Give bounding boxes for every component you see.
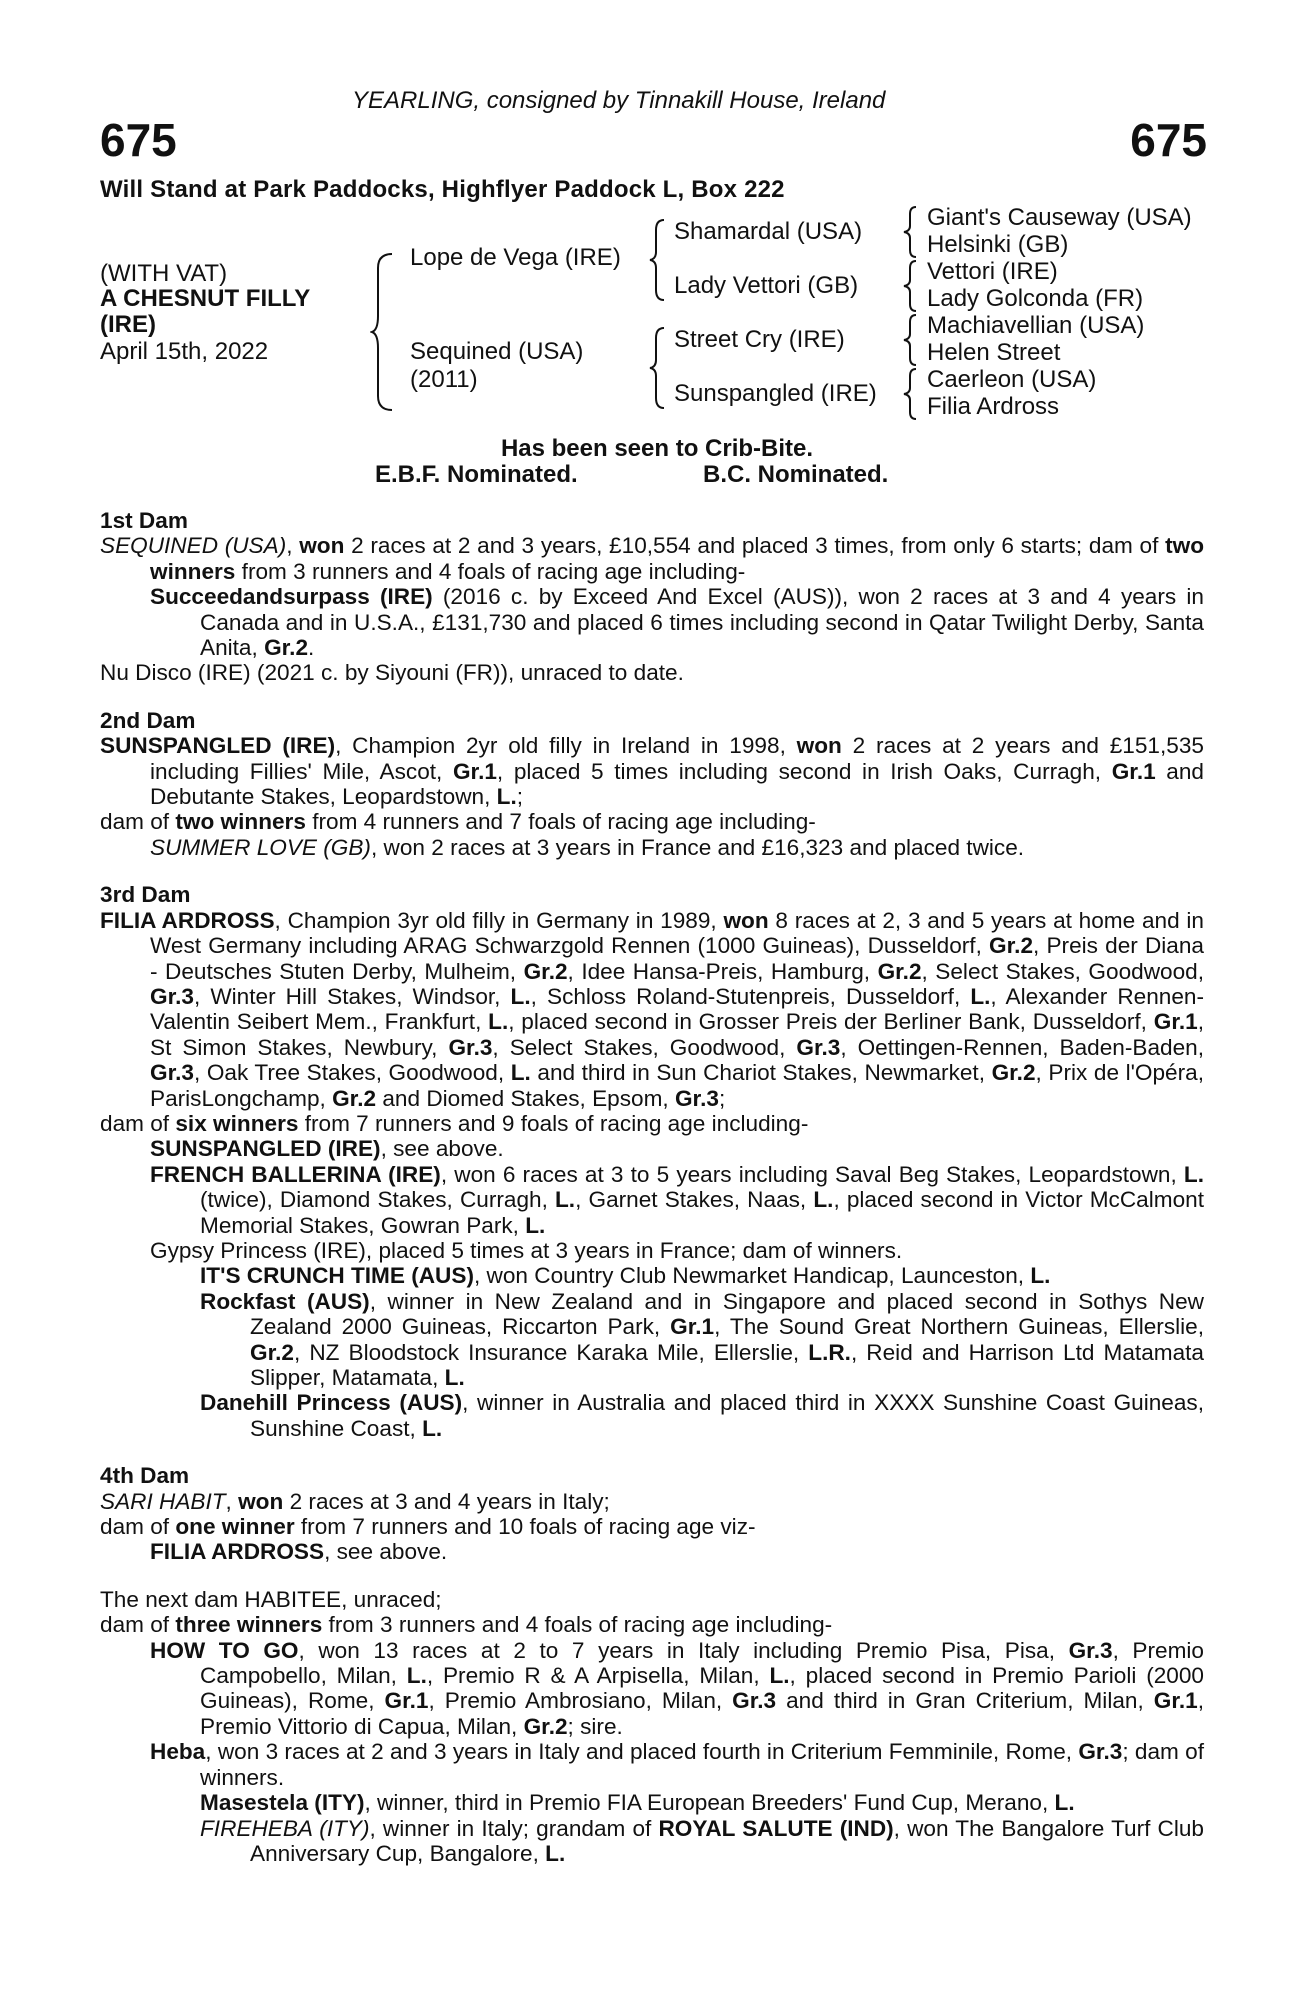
record-paragraph: dam of six winners from 7 runners and 9 foals of racing age including-: [100, 1110, 809, 1136]
vat-label: (WITH VAT): [100, 260, 228, 287]
dam-sire: Street Cry (IRE): [674, 326, 845, 353]
gen3-7: Caerleon (USA): [927, 366, 1097, 393]
record-paragraph: FIREHEBA (ITY), winner in Italy; grandam of ROYAL SALUTE (IND), won The Bangalore Turf Club Anniversary Cup, Bangalore, L.: [200, 1815, 1204, 1866]
gen3-5: Machiavellian (USA): [927, 312, 1145, 339]
record-paragraph: IT'S CRUNCH TIME (AUS), won Country Club Newmarket Handicap, Launceston, L.: [200, 1263, 1051, 1289]
crib-bite-note: Has been seen to Crib-Bite.: [500, 435, 814, 462]
record-paragraph: Heba, won 3 races at 2 and 3 years in Italy and placed fourth in Criterium Femminile, Rome, Gr.3; dam of winners.: [150, 1739, 1204, 1790]
record-paragraph: Nu Disco (IRE) (2021 c. by Siyouni (FR)), unraced to date.: [100, 660, 684, 686]
consignment-line: YEARLING, consigned by Tinnakill House, Ireland: [352, 87, 886, 114]
sire-name: Lope de Vega (IRE): [410, 244, 621, 271]
record-paragraph: Masestela (ITY), winner, third in Premio FIA European Breeders' Fund Cup, Merano, L.: [200, 1790, 1075, 1816]
gen3-4: Lady Golconda (FR): [927, 285, 1144, 312]
gen3-1: Giant's Causeway (USA): [927, 204, 1192, 231]
lot-number-right: 675: [1130, 114, 1207, 166]
dam-year: (2011): [410, 366, 478, 393]
gen3-3: Vettori (IRE): [927, 258, 1058, 285]
section-heading: 2nd Dam: [100, 707, 196, 733]
gen3-brace-4: [902, 367, 920, 421]
record-paragraph: Gypsy Princess (IRE), placed 5 times at 3 years in France; dam of winners.: [150, 1237, 903, 1263]
horse-country: (IRE): [100, 311, 156, 338]
record-paragraph: dam of two winners from 4 runners and 7 foals of racing age including-: [100, 809, 816, 835]
section-heading: 1st Dam: [100, 508, 188, 533]
section-heading: 3rd Dam: [100, 882, 191, 908]
record-paragraph: The next dam HABITEE, unraced;: [100, 1586, 442, 1612]
produce-record: [100, 508, 1204, 1866]
record-paragraph: dam of three winners from 3 runners and 4 foals of racing age including-: [100, 1612, 833, 1638]
record-paragraph: Rockfast (AUS), winner in New Zealand and in Singapore and placed second in Sothys New Zealand 2000 Guineas, Riccarton Park, Gr.1, The Sound Great Northern Guineas, Ellerslie, Gr.2, NZ Bloodstock Insurance Karaka Mile, Ellerslie, L.R., Reid and Harrison Ltd Matamata Slipper, Matamata, L.: [200, 1288, 1205, 1390]
bc-note: B.C. Nominated.: [703, 461, 889, 488]
record-paragraph: FILIA ARDROSS, see above.: [150, 1539, 448, 1565]
dam-brace: [648, 326, 668, 410]
sire-dam: Lady Vettori (GB): [674, 272, 859, 299]
sire-brace: [648, 218, 668, 302]
sire-sire: Shamardal (USA): [674, 218, 863, 245]
gen3-6: Helen Street: [927, 339, 1061, 366]
record-paragraph: [100, 1565, 1204, 1587]
record-paragraph: SUNSPANGLED (IRE), Champion 2yr old filly in Ireland in 1998, won 2 races at 2 years and £151,535 including Fillies' Mile, Ascot, Gr.1, placed 5 times including second in Irish Oaks, Curragh, Gr.1 and Debutante Stakes, Leopardstown, L.;: [100, 733, 1205, 810]
dam-dam: Sunspangled (IRE): [674, 380, 877, 407]
foaling-date: April 15th, 2022: [100, 338, 269, 365]
stand-location: Will Stand at Park Paddocks, Highflyer Paddock L, Box 222: [100, 176, 785, 203]
record-paragraph: Succeedandsurpass (IRE) (2016 c. by Exceed And Excel (AUS)), won 2 races at 3 and 4 years in Canada and in U.S.A., £131,730 and placed 6 times including second in Qatar Twilight Derby, Santa Anita, Gr.2.: [150, 584, 1204, 661]
record-paragraph: HOW TO GO, won 13 races at 2 to 7 years in Italy including Premio Pisa, Pisa, Gr.3, Premio Campobello, Milan, L., Premio R & A Arpisella, Milan, L., placed second in Premio Parioli (2000 Guineas), Rome, Gr.1, Premio Ambrosiano, Milan, Gr.3 and third in Gran Criterium, Milan, Gr.1, Premio Vittorio di Capua, Milan, Gr.2; sire.: [150, 1637, 1205, 1739]
gen3-brace-2: [902, 259, 920, 313]
gen3-brace-3: [902, 313, 920, 367]
record-paragraph: SUMMER LOVE (GB), won 2 races at 3 years in France and £16,323 and placed twice.: [150, 834, 1025, 860]
record-paragraph: FILIA ARDROSS, Champion 3yr old filly in Germany in 1989, won 8 races at 2, 3 and 5 years at home and in West Germany including ARAG Schwarzgold Rennen (1000 Guineas), Dusseldorf, Gr.2, Preis der Diana - Deutsches Stuten Derby, Mulheim, Gr.2, Idee Hansa-Preis, Hamburg, Gr.2, Select Stakes, Goodwood, Gr.3, Winter Hill Stakes, Windsor, L., Schloss Roland-Stutenpreis, Dusseldorf, L., Alexander Rennen-Valentin Seibert Mem., Frankfurt, L., placed second in Grosser Preis der Berliner Bank, Dusseldorf, Gr.1, St Simon Stakes, Newbury, Gr.3, Select Stakes, Goodwood, Gr.3, Oettingen-Rennen, Baden-Baden, Gr.3, Oak Tree Stakes, Goodwood, L. and third in Sun Chariot Stakes, Newmarket, Gr.2, Prix de l'Opéra, ParisLongchamp, Gr.2 and Diomed Stakes, Epsom, Gr.3;: [100, 907, 1204, 1111]
record-paragraph: SUNSPANGLED (IRE), see above.: [150, 1136, 504, 1162]
dam-name: Sequined (USA): [410, 338, 584, 365]
gen3-brace-1: [902, 205, 920, 259]
horse-name: A CHESNUT FILLY: [100, 285, 311, 312]
record-paragraph: FRENCH BALLERINA (IRE), won 6 races at 3 to 5 years including Saval Beg Stakes, Leopardstown, L. (twice), Diamond Stakes, Curragh, L., Garnet Stakes, Naas, L., placed second in Victor McCalmont Memorial Stakes, Gowran Park, L.: [150, 1161, 1204, 1238]
record-paragraph: dam of one winner from 7 runners and 10 foals of racing age viz-: [100, 1514, 756, 1540]
gen3-2: Helsinki (GB): [927, 231, 1069, 258]
gen3-8: Filia Ardross: [927, 393, 1060, 420]
record-paragraph: SARI HABIT, won 2 races at 3 and 4 years in Italy;: [100, 1488, 610, 1514]
pedigree-brace-main: [370, 252, 398, 412]
record-paragraph: SEQUINED (USA), won 2 races at 2 and 3 years, £10,554 and placed 3 times, from only 6 starts; dam of two winners from 3 runners and 4 foals of racing age including-: [100, 533, 1204, 584]
section-heading: 4th Dam: [100, 1463, 190, 1489]
record-paragraph: Danehill Princess (AUS), winner in Australia and placed third in XXXX Sunshine Coast Guineas, Sunshine Coast, L.: [200, 1390, 1205, 1441]
lot-number-left: 675: [100, 114, 177, 166]
ebf-note: E.B.F. Nominated.: [375, 461, 578, 488]
